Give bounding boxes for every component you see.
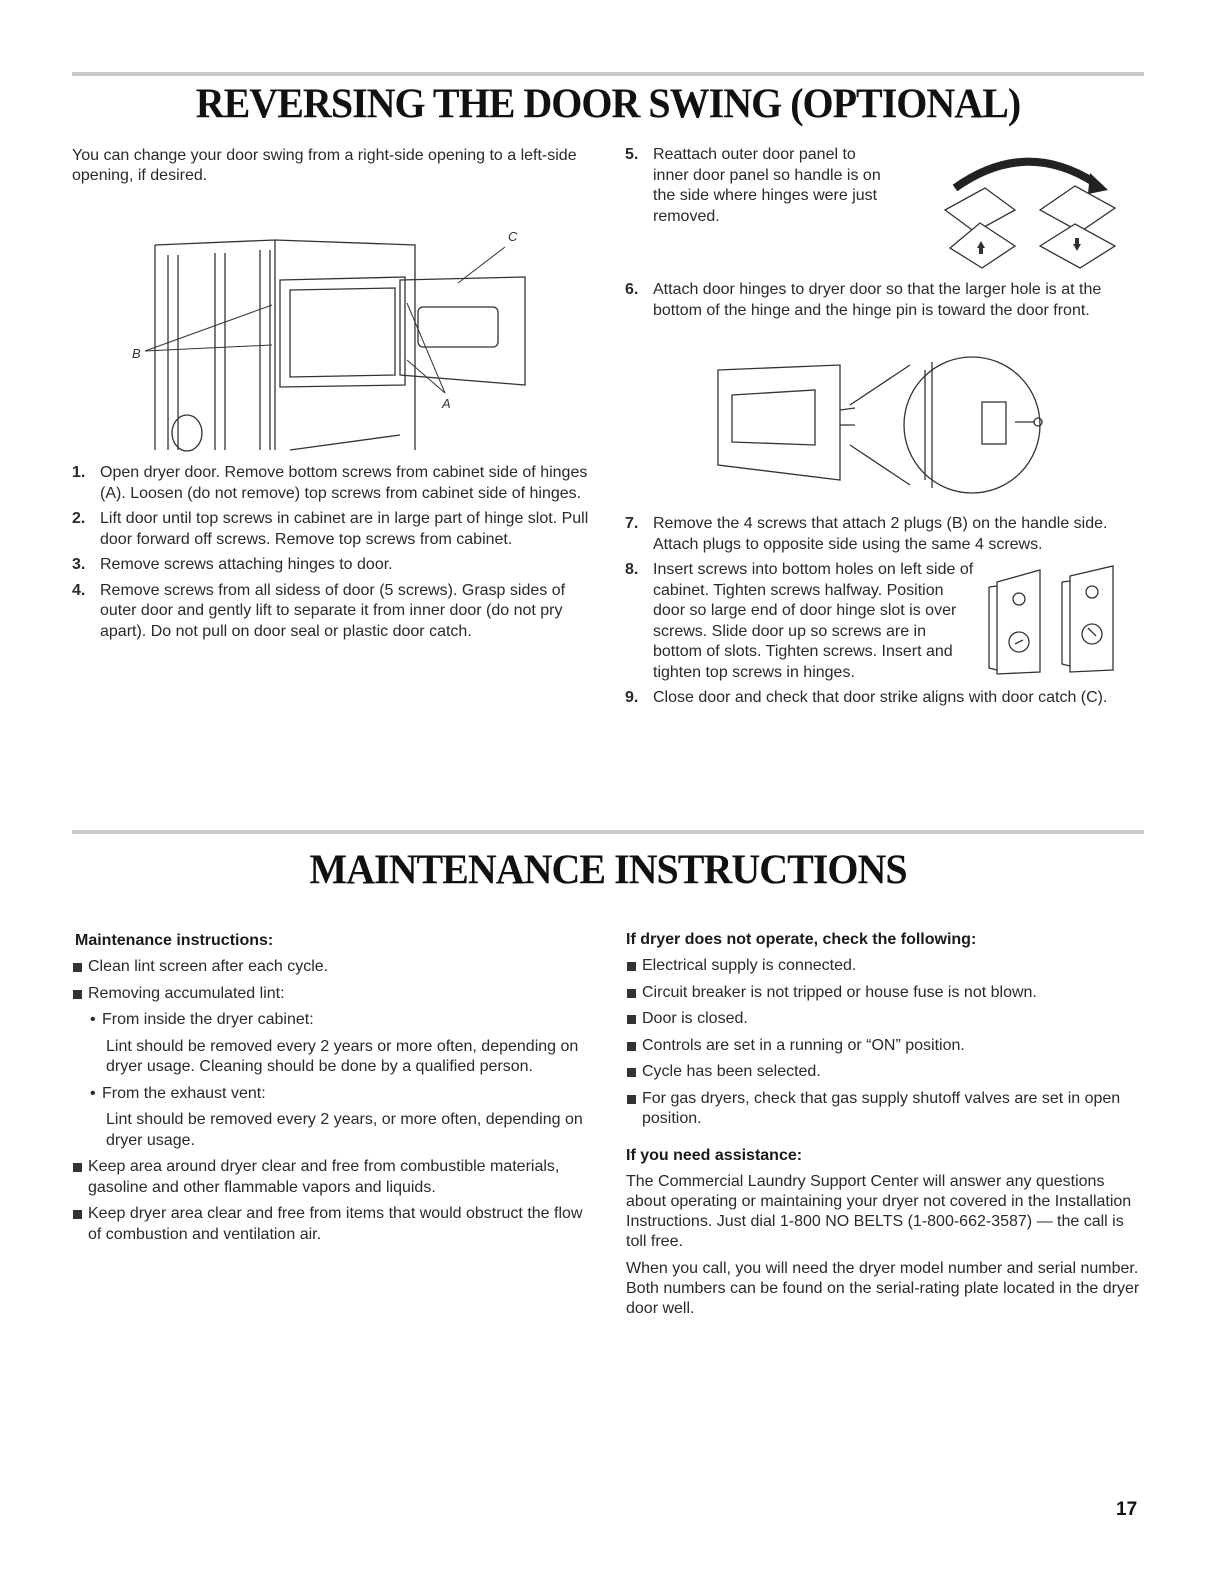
step-1: 1. Open dryer door. Remove bottom screws from cabinet side of hinges (A). Loosen (do not remove) top screws from cabinet side of hinges.	[72, 464, 588, 502]
door-hinge-figure	[710, 350, 1055, 495]
troubleshoot-heading: If dryer does not operate, check the following:	[626, 931, 977, 948]
step-4: 4. Remove screws from all sidess of door (5 screws). Grasp sides of outer door and gently lift to separate it from inner door (do not pry apart). Do not pull on door seal or plastic door catch.	[72, 581, 566, 640]
troubleshoot-list	[626, 956, 1141, 1130]
step-3: 3. Remove screws attaching hinges to door.	[72, 556, 393, 573]
list-item: Circuit breaker is not tripped or house fuse is not blown.	[626, 983, 1141, 1004]
middle-divider	[72, 830, 1144, 834]
list-item: Electrical supply is connected.	[626, 956, 1141, 977]
assistance-paragraph-1: The Commercial Laundry Support Center will answer any questions about operating or maintaining your dryer not covered in the Installation Instructions. Just dial 1-800 NO BELTS (1-800-662-3587) — the call is toll free.	[626, 1172, 1132, 1250]
maintenance-list	[72, 957, 592, 1245]
step-7: 7. Remove the 4 screws that attach 2 plugs (B) on the handle side. Attach plugs to opposite side using the same 4 screws.	[625, 515, 1108, 553]
step-5: 5. Reattach outer door panel to inner door panel so handle is on the side where hinges were just removed.	[625, 146, 881, 225]
dryer-open-door-figure	[120, 225, 550, 460]
step-9: 9. Close door and check that door strike aligns with door catch (C).	[625, 689, 1108, 706]
door-swing-title: REVERSING THE DOOR SWING (OPTIONAL)	[195, 79, 1021, 128]
list-item: Clean lint screen after each cycle.	[72, 957, 592, 978]
hinge-slots-figure	[985, 562, 1125, 680]
maintenance-title: MAINTENANCE INSTRUCTIONS	[309, 845, 907, 894]
maintenance-left-column	[72, 931, 592, 1251]
page-number: 17	[1116, 1499, 1138, 1520]
door-swing-intro: You can change your door swing from a right-side opening to a left-side opening, if desired.	[72, 147, 577, 184]
list-item: Door is closed.	[626, 1009, 1141, 1030]
step-2: 2. Lift door until top screws in cabinet are in large part of hinge slot. Pull door forward off screws. Remove top screws from cabinet.	[72, 510, 589, 548]
assistance-heading: If you need assistance:	[626, 1146, 803, 1164]
step-8: 8. Insert screws into bottom holes on left side of cabinet. Tighten screws halfway. Position door so large end of door hinge slot is over screws. Slide door up so screws are in bottom of slots. Tighten screws. Insert and tighten top screws in hinges.	[625, 561, 974, 681]
door-swing-steps-left	[72, 463, 592, 647]
maintenance-right-column	[626, 930, 1141, 1319]
assistance-paragraph-2: When you call, you will need the dryer model number and serial number. Both numbers can be found on the serial-rating plate located in the dryer door well.	[626, 1259, 1140, 1317]
sub-item: • From inside the dryer cabinet: Lint should be removed every 2 years or more often, depending on dryer usage. Cleaning should be done by a qualified person.	[90, 1011, 579, 1075]
list-item: Keep dryer area clear and free from items that would obstruct the flow of combustion and ventilation air.	[72, 1204, 592, 1245]
door-panel-rotation-figure	[930, 148, 1130, 273]
door-swing-step-5	[625, 145, 895, 232]
step-6: 6. Attach door hinges to dryer door so that the larger hole is at the bottom of the hinge and the hinge pin is toward the door front.	[625, 281, 1102, 319]
maintenance-left-heading: Maintenance instructions:	[75, 932, 274, 949]
list-item: Cycle has been selected.	[626, 1062, 1141, 1083]
list-item: Controls are set in a running or “ON” position.	[626, 1036, 1141, 1057]
sub-item: • From the exhaust vent: Lint should be removed every 2 years, or more often, depending on dryer usage.	[90, 1084, 583, 1149]
label-c: C	[508, 229, 518, 244]
door-swing-step-6	[625, 280, 1135, 326]
top-divider	[72, 72, 1144, 76]
label-a: A	[442, 396, 451, 411]
list-item: For gas dryers, check that gas supply shutoff valves are set in open position.	[626, 1089, 1141, 1130]
list-item: Keep area around dryer clear and free from combustible materials, gasoline and other flammable vapors and liquids.	[72, 1157, 592, 1198]
label-b: B	[132, 346, 141, 361]
list-item: Removing accumulated lint: • From inside the dryer cabinet: Lint should be removed every 2 years or more often, depending on dryer usage. Cleaning should be done by a qualified person. • From the exhaust vent: Lint should be removed every 2 years, or more often, depending on dryer usage.	[72, 984, 592, 1152]
